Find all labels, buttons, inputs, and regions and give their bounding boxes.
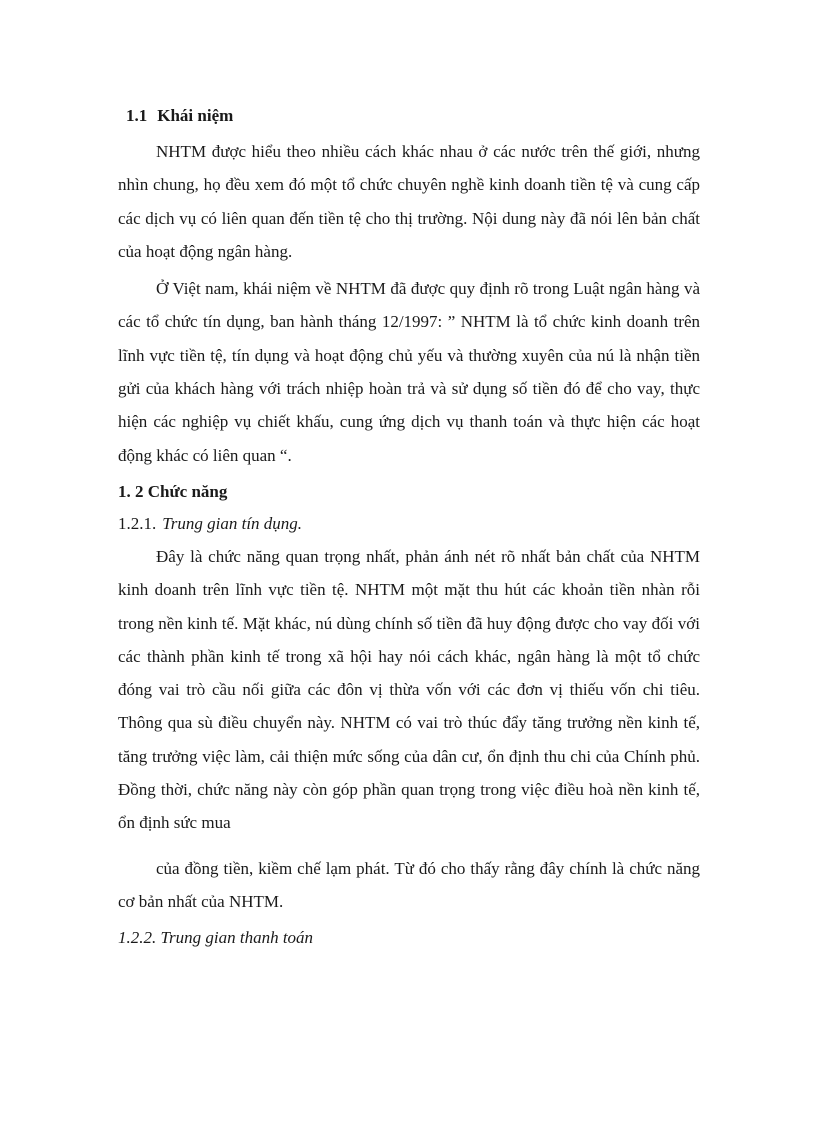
paragraph-credit-intermediary: Đây là chức năng quan trọng nhất, phản ánh nét rõ nhất bản chất của NHTM kinh doanh trên lĩnh vực tiền tệ. NHTM một mặt thu hút các khoản tiền nhàn rỗi trong nền kinh tế. Mặt khác, nú dùng chính số tiền đã huy động được cho vay đối với các thành phần kinh tế trong xã hội hay nói cách khác, ngân hàng là một tổ chức đóng vai trò cầu nối giữa các đôn vị thừa vốn với các đơn vị thiếu vốn chi tiêu. Thông qua sù điều chuyển này. NHTM có vai trò thúc đẩy tăng trưởng nền kinh tế, tăng trưởng việc làm, cải thiện mức sống của dân cư, ổn định thu chi của Chính phủ. Đồng thời, chức năng này còn góp phần quan trọng trong việc điều hoà nền kinh tế, ổn định sức mua bbox=[118, 546, 700, 833]
subsection-heading-1-2-1 bbox=[118, 508, 700, 540]
section-heading-1-1 bbox=[126, 100, 700, 132]
section-title: Chức năng bbox=[147, 481, 228, 501]
paragraph-vietnam-law: Ở Việt nam, khái niệm về NHTM đã được quy định rõ trong Luật ngân hàng và các tổ chức tín dụng, ban hành tháng 12/1997: ” NHTM là tổ chức kinh doanh trên lĩnh vực tiền tệ, tín dụng và hoạt động chủ yếu và thường xuyên của nú là nhận tiền gửi của khách hàng với trách nhiệp hoàn trả và sử dụng số tiền đó để cho vay, thực hiện các nghiệp vụ chiết khấu, cung ứng dịch vụ thanh toán và thực hiện các hoạt động khác có liên quan “. bbox=[118, 279, 700, 465]
subsection-title: Trung gian tín dụng. bbox=[162, 513, 303, 533]
section-number: 1.1 bbox=[126, 106, 148, 125]
subsection-heading-1-2-2: 1.2.2. Trung gian thanh toán bbox=[118, 928, 314, 948]
section-heading-1-2 bbox=[118, 476, 700, 508]
section-number: 1. 2 bbox=[118, 481, 144, 501]
subsection-number: 1.2.1. bbox=[118, 513, 157, 533]
section-title: Khái niệm bbox=[157, 106, 234, 125]
paragraph-definition: NHTM được hiểu theo nhiều cách khác nhau ở các nước trên thế giới, nhưng nhìn chung, họ đều xem đó một tổ chức chuyên nghề kinh doanh tiền tệ và cung cấp các dịch vụ có liên quan đến tiền tệ cho thị trường. Nội dung này đã nói lên bản chất của hoạt động ngân hàng. bbox=[118, 142, 700, 261]
document-page bbox=[118, 100, 700, 954]
paragraph-credit-conclusion: của đồng tiền, kiềm chế lạm phát. Từ đó cho thấy rằng đây chính là chức năng cơ bản nhất của NHTM. bbox=[118, 858, 700, 911]
